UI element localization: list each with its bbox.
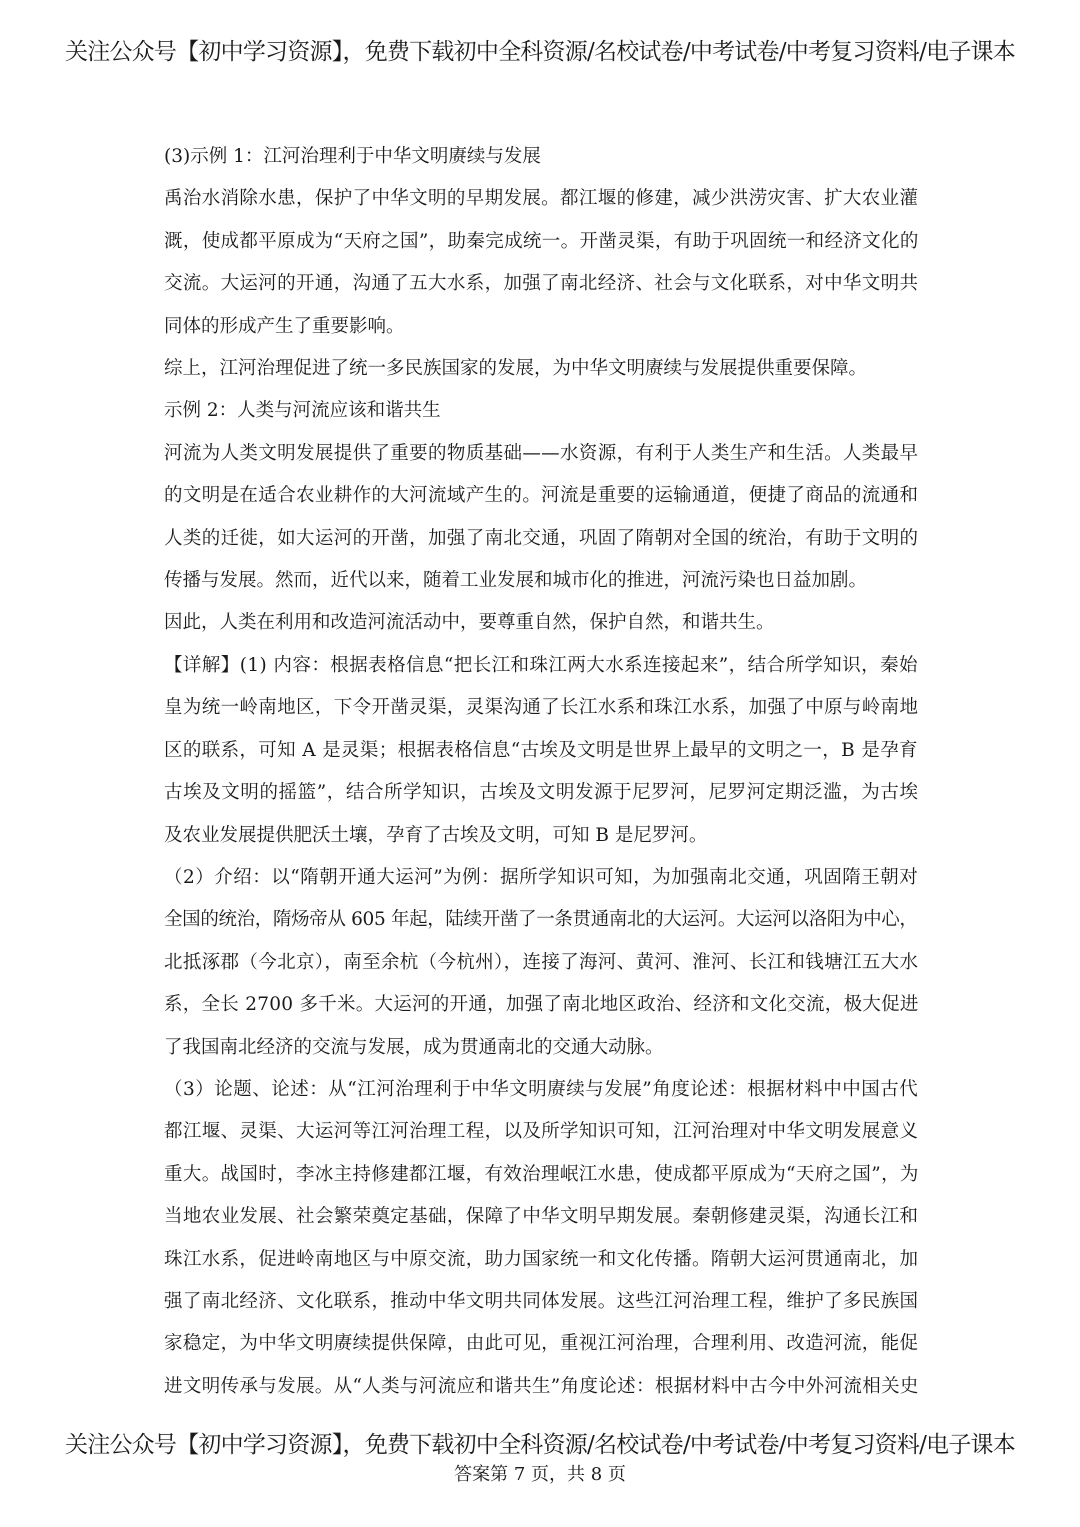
text-line: 系，全长 2700 多千米。大运河的开通，加强了南北地区政治、经济和文化交流，极大促进 bbox=[164, 994, 919, 1016]
text-line: 珠江水系，促进岭南地区与中原交流，助力国家统一和文化传播。隋朝大运河贯通南北，加 bbox=[164, 1248, 919, 1270]
text-line: 河流为人类文明发展提供了重要的物质基础——水资源，有利于人类生产和生活。人类最早 bbox=[164, 442, 919, 464]
text-line: 的文明是在适合农业耕作的大河流域产生的。河流是重要的运输通道，便捷了商品的流通和 bbox=[164, 485, 919, 507]
text-line: 进文明传承与发展。从“人类与河流应和谐共生”角度论述：根据材料中古今中外河流相关史 bbox=[164, 1375, 919, 1397]
text-line: 皇为统一岭南地区，下令开凿灵渠，灵渠沟通了长江水系和珠江水系，加强了中原与岭南地 bbox=[164, 697, 919, 719]
text-line: 传播与发展。然而，近代以来，随着工业发展和城市化的推进，河流污染也日益加剧。 bbox=[164, 570, 868, 592]
answer-body bbox=[164, 136, 918, 1408]
text-line: （3）论题、论述：从“江河治理利于中华文明赓续与发展”角度论述：根据材料中中国古代 bbox=[164, 1078, 919, 1100]
text-line: 重大。战国时，李冰主持修建都江堰，有效治理岷江水患，使成都平原成为“天府之国”，为 bbox=[164, 1163, 919, 1185]
page-number: 答案第 7 页，共 8 页 bbox=[454, 1464, 626, 1485]
text-line: 家稳定，为中华文明赓续提供保障，由此可见，重视江河治理，合理利用、改造河流，能促 bbox=[164, 1333, 919, 1355]
text-line: 全国的统治，隋炀帝从 605 年起，陆续开凿了一条贯通南北的大运河。大运河以洛阳为中心， bbox=[164, 909, 918, 931]
text-line: 都江堰、灵渠、大运河等江河治理工程，以及所学知识可知，江河治理对中华文明发展意义 bbox=[164, 1121, 919, 1143]
example-2-heading: 示例 2：人类与河流应该和谐共生 bbox=[164, 400, 441, 422]
text-line: 北抵涿郡（今北京），南至余杭（今杭州），连接了海河、黄河、淮河、长江和钱塘江五大水 bbox=[164, 951, 919, 973]
promo-banner-top: 关注公众号【初中学习资源】，免费下载初中全科资源/名校试卷/中考试卷/中考复习资料/电子课本 bbox=[64, 39, 1016, 65]
text-line: 溉，使成都平原成为“天府之国”，助秦完成统一。开凿灵渠，有助于巩固统一和经济文化的 bbox=[164, 230, 919, 252]
text-line: 同体的形成产生了重要影响。 bbox=[164, 315, 405, 337]
text-line: 当地农业发展、社会繁荣奠定基础，保障了中华文明早期发展。秦朝修建灵渠，沟通长江和 bbox=[164, 1206, 919, 1228]
promo-banner-bottom: 关注公众号【初中学习资源】，免费下载初中全科资源/名校试卷/中考试卷/中考复习资料/电子课本 bbox=[64, 1432, 1016, 1458]
text-line: 交流。大运河的开通，沟通了五大水系，加强了南北经济、社会与文化联系，对中华文明共 bbox=[164, 273, 919, 295]
text-line: （2）介绍：以“隋朝开通大运河”为例：据所学知识可知，为加强南北交通，巩固隋王朝对 bbox=[164, 866, 919, 888]
text-line: 综上，江河治理促进了统一多民族国家的发展，为中华文明赓续与发展提供重要保障。 bbox=[164, 358, 868, 380]
example-1-heading: (3)示例 1：江河治理利于中华文明赓续与发展 bbox=[164, 146, 541, 167]
text-line: 了我国南北经济的交流与发展，成为贯通南北的交通大动脉。 bbox=[164, 1036, 664, 1058]
text-line: 及农业发展提供肥沃土壤，孕育了古埃及文明，可知 B 是尼罗河。 bbox=[164, 824, 708, 846]
text-line: 禹治水消除水患，保护了中华文明的早期发展。都江堰的修建，减少洪涝灾害、扩大农业灌 bbox=[164, 188, 919, 210]
text-line: 古埃及文明的摇篮”，结合所学知识，古埃及文明发源于尼罗河，尼罗河定期泛滥，为古埃 bbox=[164, 782, 919, 804]
detail-explanation-line: 【详解】(1) 内容：根据表格信息“把长江和珠江两大水系连接起来”，结合所学知识，秦始 bbox=[164, 654, 918, 676]
text-line: 因此，人类在利用和改造河流活动中，要尊重自然，保护自然，和谐共生。 bbox=[164, 612, 775, 634]
text-line: 区的联系，可知 A 是灵渠；根据表格信息“古埃及文明是世界上最早的文明之一，B 是孕育 bbox=[164, 739, 918, 761]
text-line: 强了南北经济、文化联系，推动中华文明共同体发展。这些江河治理工程，维护了多民族国 bbox=[164, 1290, 919, 1312]
text-line: 人类的迁徙，如大运河的开凿，加强了南北交通，巩固了隋朝对全国的统治，有助于文明的 bbox=[164, 527, 919, 549]
